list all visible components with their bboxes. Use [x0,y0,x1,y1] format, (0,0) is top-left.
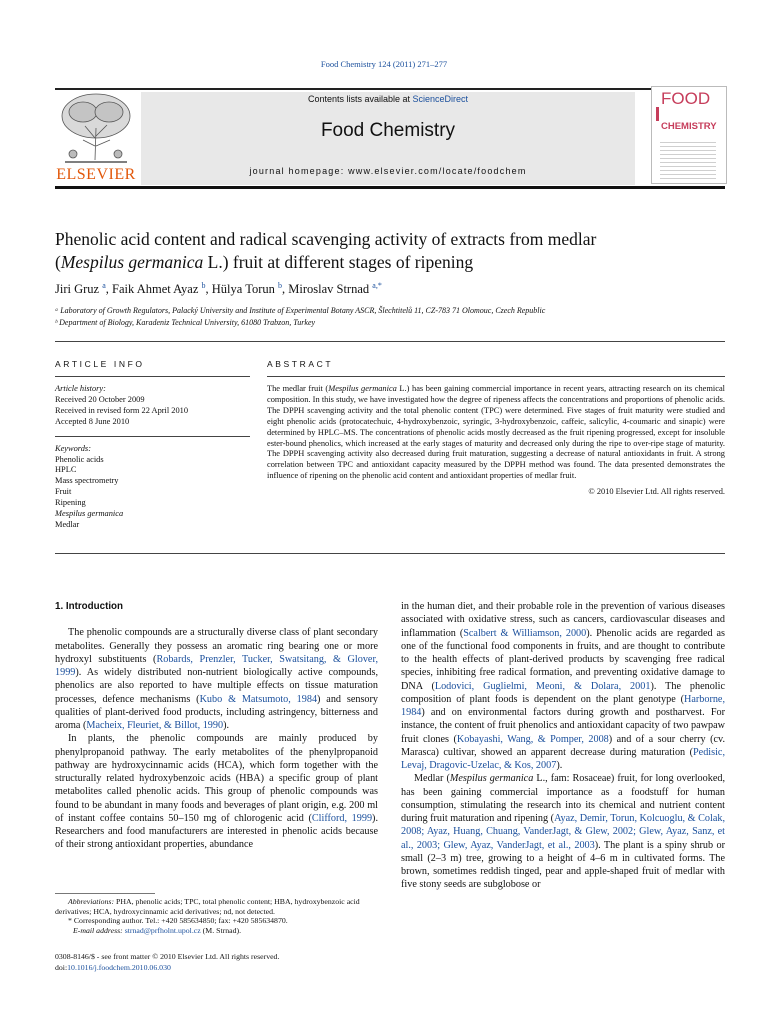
article-info-heading: ARTICLE INFO [55,359,145,369]
citation-link[interactable]: Kobayashi, Wang, & Pomper, 2008 [456,733,609,745]
text-run: L., fam: Rosaceae) fruit, for long overlooked, has been gaining commercial importance as a foodstuff for human consumption, stimulating the research into its chemical and nutrient content during fruit maturation and ripening ( [401,773,726,824]
top-rule [55,88,725,90]
cover-accent-bar [656,107,659,121]
species-name: Mespilus germanica [449,773,534,785]
footnote-corresponding: * Corresponding author. Tel.: +420 585634850; fax: +420 585634870. [68,916,288,926]
author-name[interactable]: Hülya Torun [211,282,275,297]
front-matter: 0308-8146/$ - see front matter © 2010 Elsevier Ltd. All rights reserved. doi:10.1016/j.foodchem.2010.06.030 [55,952,280,972]
info-divider [55,436,250,437]
journal-title: Food Chemistry [320,120,456,141]
citation-link[interactable]: Robards, Prenzler, Tucker, Swatsitang, & Glover, 1999 [55,653,378,678]
author-list: Jiri Gruz $^a$, Faik Ahmet Ayaz $^b$, Hülya Torun $^b$, Miroslav Strnad $^{a,*}$ [55,281,382,297]
journal-cover-thumbnail[interactable] [651,86,727,184]
history-item: Received in revised form 22 April 2010 [55,405,189,415]
text-run: ). The phenolic composition of plant foods is dependent on the plant genotype ( [401,680,725,705]
text-run: ). Phenolic acids are regarded as one of the functional food components in fruits, and are thought to contribute to the health effects of plant-derived products by scavenging free radical species, inhibiting free radical formation, and preventing oxidative damage to DNA ( [401,627,726,692]
email-link[interactable]: strnad@prfholnt.upol.cz [124,925,201,935]
citation-link[interactable]: Lodovici, Guglielmi, Meoni, & Dolara, 2001 [434,680,651,692]
citation-link[interactable]: Scalbert & Williamson, 2000 [463,627,587,639]
footnote-rule [55,893,155,894]
copyright: © 2010 Elsevier Ltd. All rights reserved. [588,487,725,497]
journal-reference[interactable]: Food Chemistry 124 (2011) 271–277 [320,59,448,69]
doi-link[interactable]: 10.1016/j.foodchem.2010.06.030 [67,962,171,972]
paragraph [55,732,378,851]
title-species: Mespilus germanica [60,252,204,272]
citation-link[interactable]: Ayaz, Demir, Torun, Kolcuoglu, & Colak, 2008; Ayaz, Huang, Chuang, VanderJagt, & Glew, 2002; Glew, Ayaz, Sanz, et al., 2003; Glew, Ayaz, VanderJagt, et al., 2003 [401,813,725,851]
article-info [55,384,250,531]
article-title: Phenolic acid content and radical scavenging activity of extracts from medlar (Mespilus germanica L.) fruit at different stages of ripening [55,229,597,272]
abstract-text: The medlar fruit (Mespilus germanica L.) has been gaining commercial importance in recent years, attracting research on its chemical composition. In this study, we have investigated how the degree of ripeness affects the concentrations and proportions of phenolic acids. The DPPH scavenging activity and the total phenolic content (TPC) were determined. Five stages of fruit maturity were studied and eight phenolic acids (protocatechuic, 4-hydroxybenzoic, syringic, 3-hydroxybenzoic, caffeic, salicylic, 4-coumaric and sinapic) were determined by HPLC–MS. The concentrations of phenolic acids mostly decreased as the fruit ripening progressed, except for insoluble ester-bound phenolics, which increased at the early stages of maturity and decreased only during the ripe to over-ripe stage of maturity. The DPPH scavenging activity also decreased during fruit maturation, suggesting a decrease of natural antioxidants in fruit. A strong correlation between TPC and antioxidant capacity measured by the DPPH method was found. The data presented demonstrates the influence of ripening on the phenolic acid content and antioxidant properties of medlar fruit. © 2010 Elsevier Ltd. All rights reserved. [267,384,725,497]
history-item: Received 20 October 2009 [55,394,145,404]
article-info-rule [55,376,250,377]
keyword: HPLC [55,465,77,475]
affiliation-a: ᵃ Laboratory of Growth Regulators, Palacký University and Institute of Experimental Botany ASCR, Šlechtitelů 11, CZ-783 71 Olomouc, Czech Republic [55,306,546,315]
paragraph [55,626,378,732]
text-run: The phenolic compounds are a structurally diverse class of plant secondary metabolites. Generally they possess an aromatic ring bearing one or more hydroxyl substituents ( [55,627,378,665]
citation-link[interactable]: Harborne, 1984 [401,693,725,718]
footnote-abbreviations: Abbreviations: PHA, phenolic acids; TPC, total phenolic content; HBA, hydroxybenzoic acid derivatives; HCA, hydroxycinnamic acid derivatives; nd, not detected. [55,897,360,916]
sciencedirect-link[interactable]: ScienceDirect [412,94,469,104]
text-run: ). Researchers and food manufacturers are interested in phenolic acids because of their strong antioxidant properties, abundance [55,812,378,851]
footnotes [55,897,378,935]
author-name[interactable]: Jiri Gruz [55,282,100,297]
author-name[interactable]: Miroslav Strnad [288,282,370,297]
text-run: in the human diet, and their probable role in the prevention of various diseases associated with oxidative stress, such as cancers, cardiovascular diseases and inflammation ( [401,601,725,639]
publisher-logo[interactable]: ELSEVIER [56,166,136,183]
journal-homepage[interactable]: journal homepage: www.elsevier.com/locate/foodchem [249,166,527,176]
citation-link[interactable]: Macheix, Fleuriet, & Billot, 1990 [86,720,224,731]
keyword: Phenolic acids [55,454,104,464]
citation-link[interactable]: Pedisic, Levaj, Dragovic-Uzelac, & Kos, 2007 [401,746,725,771]
masthead-rule [55,186,725,189]
text-run: ). [223,720,230,731]
keyword: Ripening [55,498,86,508]
keyword: Medlar [55,519,80,529]
citation-link[interactable]: Clifford, 1999 [311,812,373,824]
abstract-rule [267,376,725,377]
text-run: ) and sensory qualities of plant-derived food products, including astringency, bitterness and aroma ( [55,693,378,731]
citation-link[interactable]: Kubo & Matsumoto, 1984 [199,693,318,705]
footnote-email: E-mail address: strnad@prfholnt.upol.cz (M. Strnad). [73,925,242,935]
paragraph [401,772,725,891]
history-label: Article history: [55,384,106,393]
section-heading-introduction: 1. Introduction [55,601,124,612]
keyword: Mespilus germanica [55,509,124,519]
keyword: Mass spectrometry [55,476,119,486]
text-run: ). The plant is a spiny shrub or small (2–3 m) tree, growing to a height of 4–6 m in cultivated forms. The brown, sometimes reddish tinged, pear and apple-shaped fruit of medlar with five stony seeds are subglobose or [401,839,725,891]
history-item: Accepted 8 June 2010 [55,416,130,426]
body-left-column [55,600,378,852]
affiliation-b: ᵇ Department of Biology, Karadeniz Technical University, 61080 Trabzon, Turkey [55,318,316,327]
text-run: ). As widely distributed non-nutrient biologically active compounds, phenolics are also reported to have multiple effects on tissue maturation processes, defence mechanisms ( [55,667,378,705]
body-right-column [401,600,725,892]
contents-available: Contents lists available at ScienceDirect [307,94,469,104]
cover-title-line2: CHEMISTRY [661,121,717,132]
text-run: In plants, the phenolic compounds are mainly produced by phenylpropanoid pathway. The early metabolites of the phenylpropanoid pathway are hydroxycinnamic acids (HCA), which form together with the structurally related hydroxybenzoic acids (HBA) a specific group of plant metabolites called phenolic acids. This group of phenolic compounds was found to be abundant in many foods and beverages of plant origin, e.g. 200 ml of instant coffee contains 50–150 mg of chlorogenic acid ( [55,733,378,824]
text-run: ). [556,760,563,771]
abstract-bottom-rule [55,553,725,554]
section-rule [55,341,725,342]
author-name[interactable]: Faik Ahmet Ayaz [112,282,199,297]
text-run: ) and on environmental factors during growth and postharvest. For instance, the content of fruit phenolics and antioxidant capacity of two pawpaw fruit clones ( [401,707,725,745]
text-run: ) and of a sour cherry (cv. Marasca) cultivar, showed an apparent decrease during maturation ( [401,733,725,758]
cover-title-line1: FOOD [661,89,711,108]
abstract-heading: ABSTRACT [267,359,334,369]
paragraph [401,600,725,772]
cover-text-lines [660,139,716,179]
keyword: Fruit [55,487,72,497]
keywords-label: Keywords: [55,443,91,453]
text-run: Medlar ( [414,773,450,785]
